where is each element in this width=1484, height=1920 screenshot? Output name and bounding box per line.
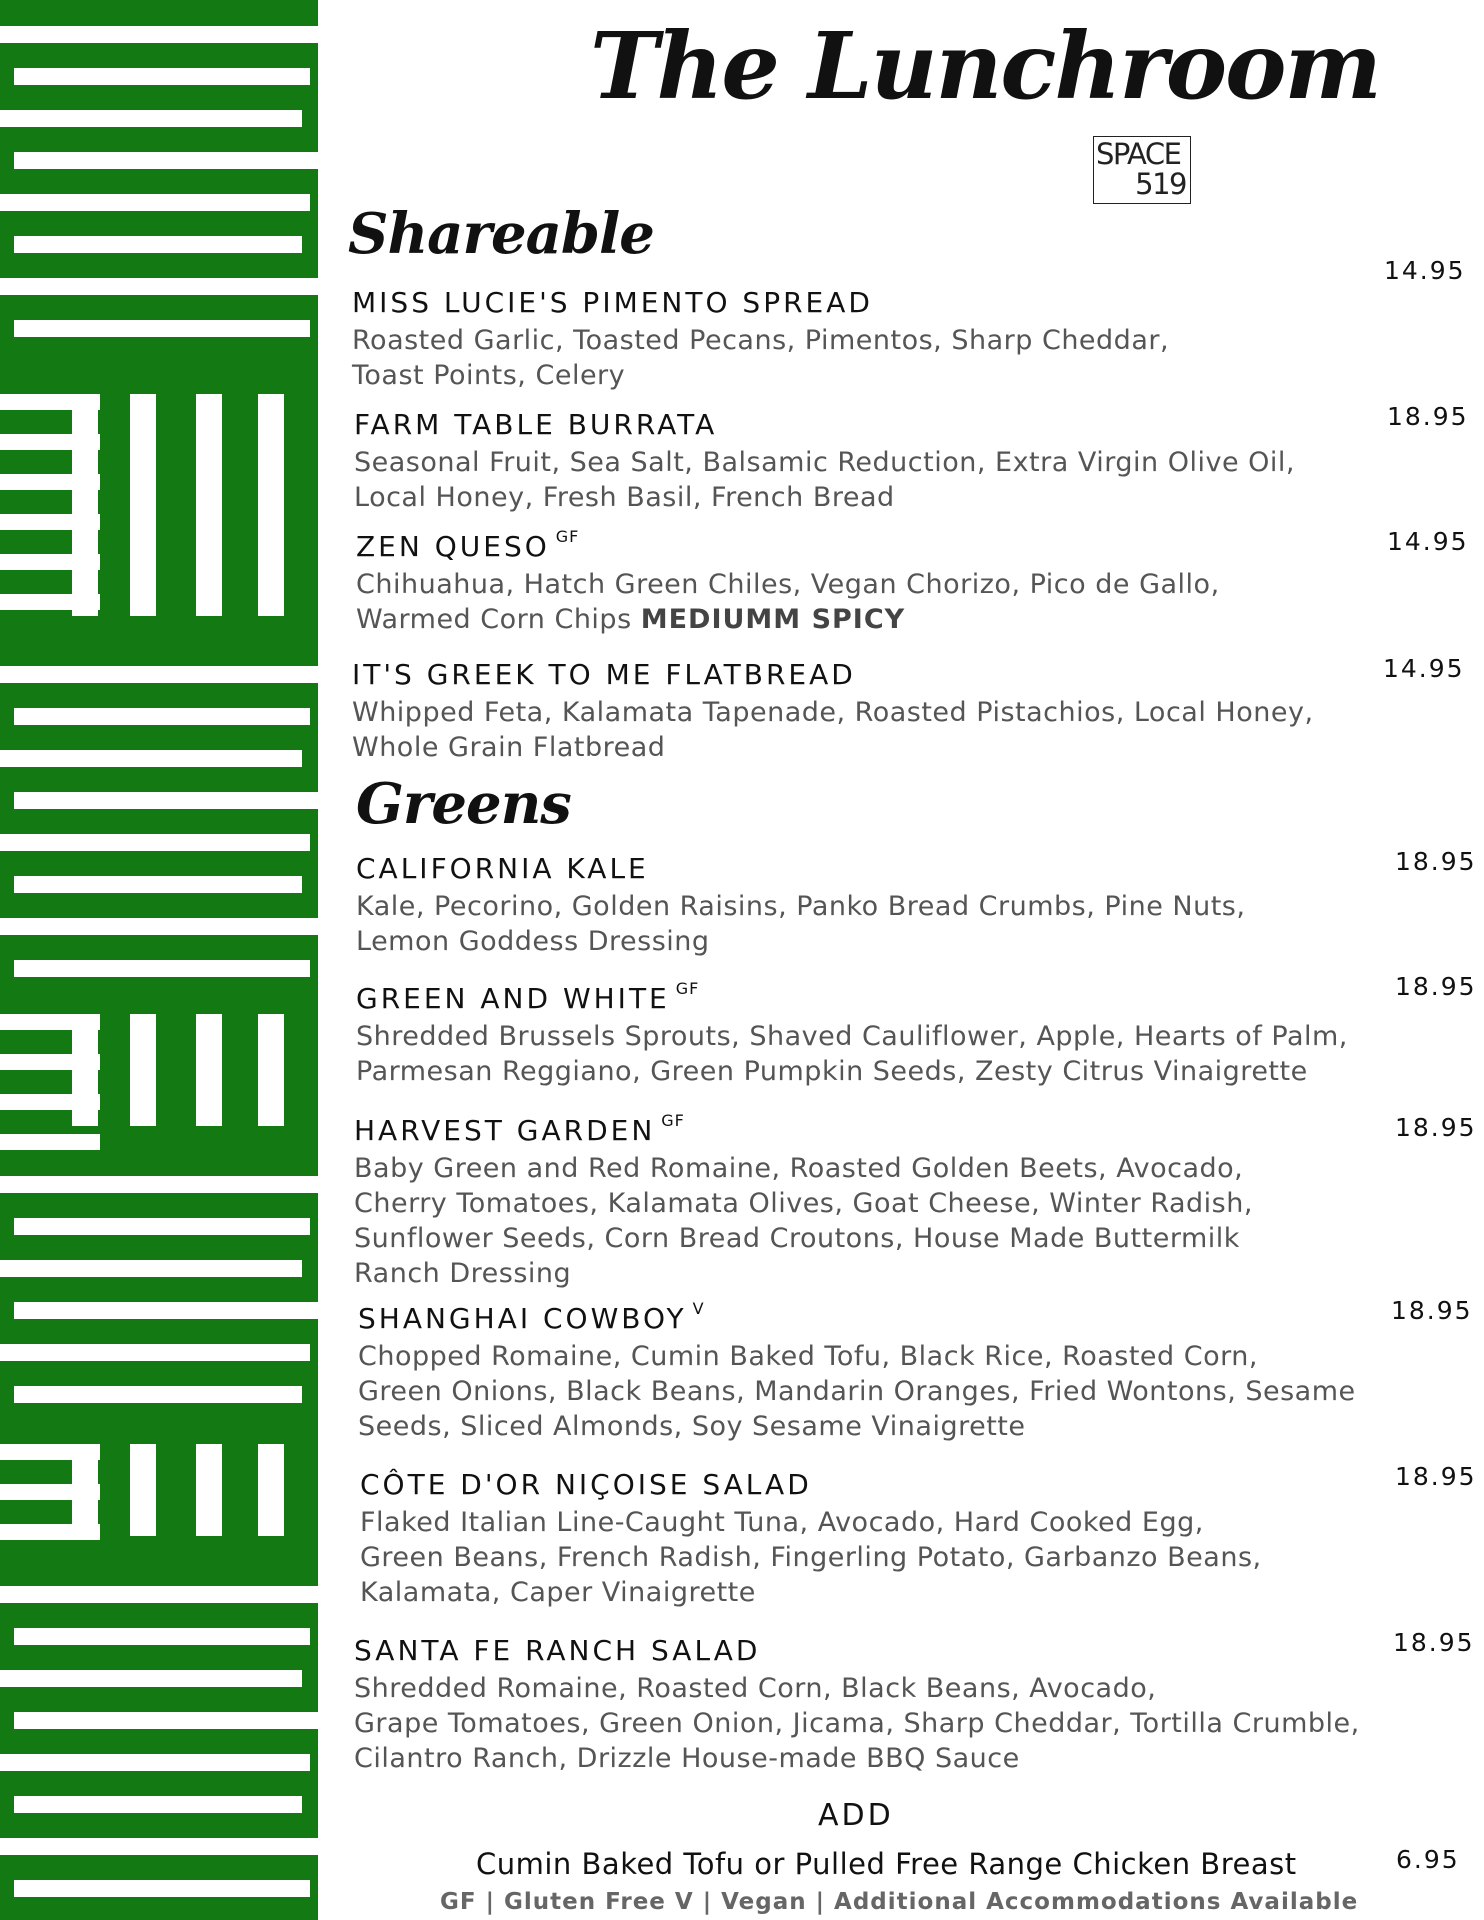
- decorative-stripe-panel: [0, 0, 318, 1920]
- stripe-shape: [130, 1444, 156, 1536]
- item-price: 18.95: [1391, 1296, 1473, 1325]
- item-description: Shredded Romaine, Roasted Corn, Black Beans, Avocado, Grape Tomatoes, Green Onion, Jicama, Sharp Cheddar, Tortilla Crumble, Cilantro Ranch, Drizzle House-made BBQ Sauce: [354, 1673, 1360, 1774]
- menu-item: [356, 842, 1484, 959]
- stripe-shape: [14, 876, 302, 893]
- stripe-shape: [0, 1176, 318, 1193]
- stripe-shape: [72, 1444, 98, 1536]
- item-price: 18.95: [1387, 402, 1469, 431]
- item-price: 18.95: [1395, 972, 1477, 1001]
- item-name: FARM TABLE BURRATA: [354, 408, 718, 441]
- item-description: Whipped Feta, Kalamata Tapenade, Roasted Pistachios, Local Honey, Whole Grain Flatbread: [352, 697, 1314, 763]
- item-name: CÔTE D'OR NIÇOISE SALAD: [360, 1468, 812, 1501]
- stripe-shape: [72, 394, 98, 616]
- stripe-shape: [196, 394, 222, 616]
- menu-item: [360, 1458, 1484, 1610]
- stripe-shape: [130, 1014, 156, 1126]
- item-description: Baby Green and Red Romaine, Roasted Golden Beets, Avocado, Cherry Tomatoes, Kalamata Olives, Goat Cheese, Winter Radish, Sunflower Seeds, Corn Bread Croutons, House Made Buttermilk Ranch Dressing: [354, 1153, 1253, 1289]
- stripe-shape: [14, 1386, 302, 1403]
- stripe-shape: [258, 1444, 284, 1536]
- item-price: 14.95: [1387, 527, 1469, 556]
- item-description: Seasonal Fruit, Sea Salt, Balsamic Reduction, Extra Virgin Olive Oil, Local Honey, Fresh Basil, French Bread: [354, 447, 1295, 513]
- item-price: 14.95: [1383, 654, 1465, 683]
- item-description: Kale, Pecorino, Golden Raisins, Panko Bread Crumbs, Pine Nuts, Lemon Goddess Dressing: [356, 891, 1246, 957]
- stripe-shape: [0, 1838, 318, 1855]
- menu-item: [354, 1624, 1484, 1776]
- stripe-shape: [0, 194, 310, 211]
- stripe-shape: [0, 918, 318, 935]
- item-price: 14.95: [1384, 256, 1466, 285]
- menu-item: [358, 1292, 1484, 1444]
- logo-line-1: SPACE: [1096, 137, 1181, 171]
- stripe-shape: [14, 708, 310, 725]
- item-description: Chopped Romaine, Cumin Baked Tofu, Black Rice, Roasted Corn, Green Onions, Black Beans, Mandarin Oranges, Fried Wontons, Sesame Seeds, Sliced Almonds, Soy Sesame Vinaigrette: [358, 1341, 1356, 1442]
- stripe-shape: [258, 1014, 284, 1126]
- item-price: 18.95: [1395, 1462, 1477, 1491]
- menu-item: [352, 276, 1484, 393]
- item-description: Shredded Brussels Sprouts, Shaved Cauliflower, Apple, Hearts of Palm, Parmesan Reggiano, Green Pumpkin Seeds, Zesty Citrus Vinaigrette: [356, 1021, 1348, 1087]
- stripe-shape: [0, 1586, 318, 1603]
- stripe-shape: [0, 1344, 310, 1361]
- stripe-shape: [14, 320, 310, 337]
- stripe-shape: [14, 1712, 318, 1729]
- stripe-shape: [14, 1796, 302, 1813]
- menu-item: [354, 398, 1484, 515]
- stripe-shape: [0, 834, 310, 851]
- item-name: GREEN AND WHITE $^{GF}$: [356, 979, 700, 1015]
- stripe-shape: [0, 278, 318, 295]
- stripe-shape: [0, 0, 318, 370]
- item-description: Chihuahua, Hatch Green Chiles, Vegan Chorizo, Pico de Gallo, Warmed Corn Chips MEDIUMM SPICY: [356, 569, 1220, 635]
- item-name: HARVEST GARDEN $^{GF}$: [354, 1111, 685, 1147]
- space-519-logo: [1093, 136, 1191, 204]
- stripe-shape: [14, 960, 310, 977]
- item-price: 18.95: [1393, 1628, 1475, 1657]
- stripe-shape: [258, 394, 284, 616]
- stripe-shape: [14, 1628, 310, 1645]
- stripe-shape: [14, 152, 318, 169]
- stripe-shape: [14, 1880, 310, 1897]
- item-price: 18.95: [1395, 1113, 1477, 1142]
- item-name: MISS LUCIE'S PIMENTO SPREAD: [352, 286, 873, 319]
- stripe-shape: [0, 1670, 302, 1687]
- item-price: 18.95: [1395, 847, 1477, 876]
- stripe-shape: [0, 110, 302, 127]
- section-heading-shareable: Shareable: [348, 201, 654, 267]
- stripe-shape: [0, 1560, 318, 1920]
- stripe-shape: [0, 26, 318, 43]
- stripe-shape: [14, 236, 302, 253]
- stripe-shape: [0, 1260, 302, 1277]
- stripe-shape: [0, 666, 318, 683]
- stripe-shape: [14, 68, 310, 85]
- stripe-shape: [72, 1014, 98, 1126]
- dietary-legend: GF | Gluten Free V | Vegan | Additional Accommodations Available: [440, 1889, 1359, 1915]
- stripe-shape: [0, 640, 318, 990]
- stripe-shape: [0, 1754, 310, 1771]
- section-heading-greens: Greens: [356, 771, 571, 837]
- item-description: Flaked Italian Line-Caught Tuna, Avocado, Hard Cooked Egg, Green Beans, French Radish, Fingerling Potato, Garbanzo Beans, Kalamata, Caper Vinaigrette: [360, 1507, 1262, 1608]
- item-description: Roasted Garlic, Toasted Pecans, Pimentos, Sharp Cheddar, Toast Points, Celery: [352, 325, 1170, 391]
- stripe-shape: [0, 1134, 100, 1150]
- item-name: SHANGHAI COWBOY $^V$: [358, 1299, 705, 1335]
- item-name: CALIFORNIA KALE: [356, 852, 649, 885]
- item-name: IT'S GREEK TO ME FLATBREAD: [352, 658, 856, 691]
- item-name: SANTA FE RANCH SALAD: [354, 1634, 761, 1667]
- stripe-shape: [14, 1302, 318, 1319]
- add-on-label: ADD: [818, 1798, 894, 1833]
- stripe-shape: [14, 1218, 310, 1235]
- stripe-shape: [14, 792, 318, 809]
- menu-item: [354, 1104, 1484, 1291]
- add-on-price: 6.95: [1396, 1845, 1460, 1874]
- add-on-text: Cumin Baked Tofu or Pulled Free Range Chicken Breast: [476, 1847, 1297, 1881]
- menu-item: [356, 972, 1484, 1089]
- stripe-shape: [196, 1444, 222, 1536]
- menu-item: [356, 520, 1484, 637]
- stripe-shape: [196, 1014, 222, 1126]
- stripe-shape: [130, 394, 156, 616]
- menu-item: [352, 648, 1484, 765]
- logo-line-2: 519: [1135, 167, 1186, 201]
- stripe-shape: [0, 750, 302, 767]
- restaurant-title: The Lunchroom: [590, 12, 1380, 120]
- item-name: ZEN QUESO $^{GF}$: [356, 527, 580, 563]
